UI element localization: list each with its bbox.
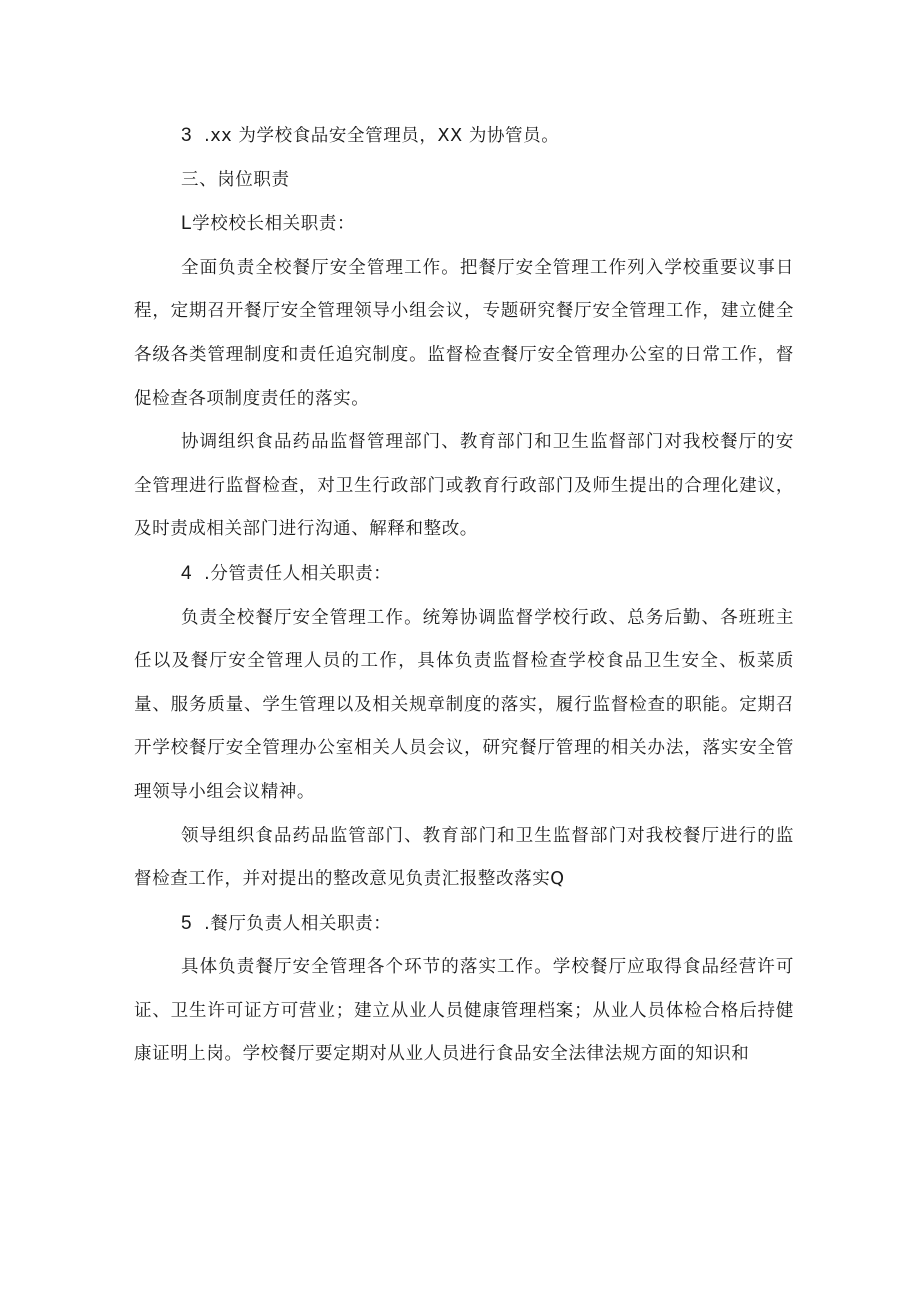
item-5-number: 5 — [181, 912, 193, 934]
section-heading: 三、岗位职责 — [181, 169, 290, 190]
item-l-text: 学校校长相关职责： — [192, 214, 356, 235]
manager-paragraph-1: 具体负责餐厅安全管理各个环节的落实工作。学校餐厅应取得食品经营许可证、卫生许可证方可营业；建立从业人员健康管理档案；从业人员体检合格后持健康证明上岗。学校餐厅要定期对从业人员进行食品安全法律法规方面的知识和 — [134, 957, 794, 1065]
deputy-paragraph-1: 负责全校餐厅安全管理工作。统筹协调监督学校行政、总务后勤、各班班主任以及餐厅安全管理人员的工作，具体负责监督检查学校食品卫生安全、板菜质量、服务质量、学生管理以及相关规章制度的落实，履行监督检查的职能。定期召开学校餐厅安全管理办公室相关人员会议，研究餐厅管理的相关办法，落实安全管理领导小组会议精神。 — [134, 607, 794, 802]
principal-paragraph-1: 全面负责全校餐厅安全管理工作。把餐厅安全管理工作列入学校重要议事日程，定期召开餐厅安全管理领导小组会议，专题研究餐厅安全管理工作，建立健全各级各类管理制度和责任追究制度。监督检查餐厅安全管理办公室的日常工作，督促检查各项制度责任的落实。 — [134, 257, 794, 409]
item-3-text: .xx 为学校食品安全管理员，XX 为协管员。 — [204, 126, 560, 146]
item-5-text: .餐厅负责人相关职责： — [204, 913, 392, 934]
item-4-text: .分管责任人相关职责： — [204, 563, 392, 584]
item-l-line — [134, 202, 794, 247]
document-body — [134, 114, 794, 1077]
item-l-number: L — [181, 213, 193, 235]
deputy-paragraph-2: 领导组织食品药品监管部门、教育部门和卫生监督部门对我校餐厅进行的监督检查工作，并对提出的整改意见负责汇报整改落实Q — [134, 825, 794, 890]
item-4-number: 4 — [181, 562, 193, 584]
principal-paragraph-2: 协调组织食品药品监督管理部门、教育部门和卫生监督部门对我校餐厅的安全管理进行监督检查，对卫生行政部门或教育行政部门及师生提出的合理化建议，及时责成相关部门进行沟通、解释和整改。 — [134, 432, 794, 540]
item-3-line — [134, 114, 794, 159]
item-4-line — [134, 552, 794, 597]
item-5-line — [134, 902, 794, 947]
item-3-number: 3 — [181, 125, 193, 146]
